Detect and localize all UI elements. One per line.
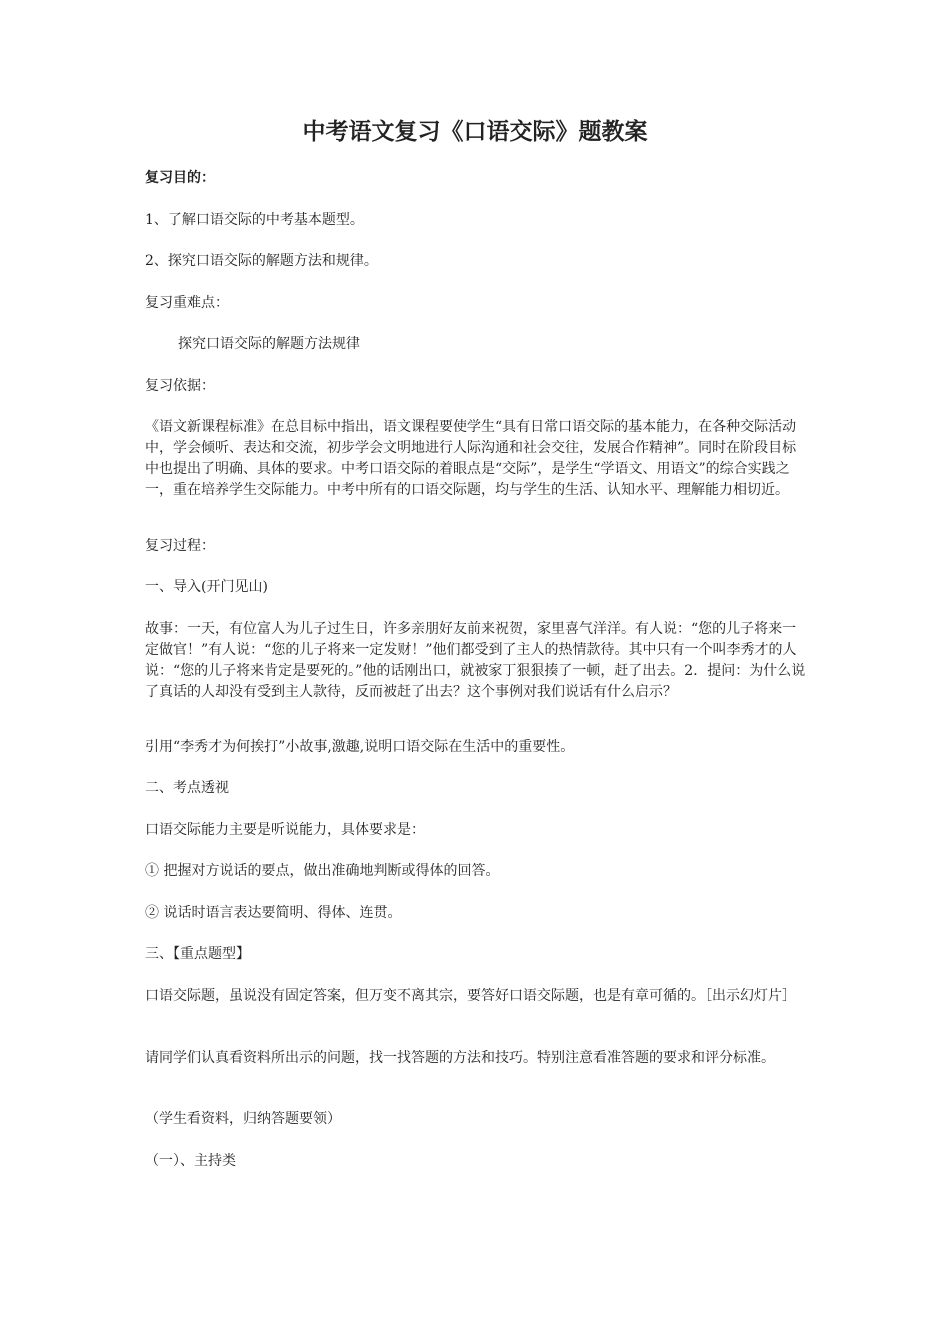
paragraph-basis: 《语文新课程标准》在总目标中指出，语文课程要使学生“具有日常口语交际的基本能力，在各种交际活动中，学会倾听、表达和交流，初步学会文明地进行人际沟通和社会交往，发展合作精神”。同时在阶段目标中也提出了明确、具体的要求。中考口语交际的着眼点是“交际”，是学生“学语文、用语文”的综合实践之一，重在培养学生交际能力。中考中所有的口语交际题，均与学生的生活、认知水平、理解能力相切近。 — [145, 419, 797, 498]
document-title: 中考语文复习《口语交际》题教案 — [302, 118, 648, 145]
section-heading-key-points: 复习重难点： — [145, 295, 229, 311]
section-heading-intro: 一、导入(开门见山) — [145, 579, 268, 595]
paragraph-instructions: 请同学们认真看资料所出示的问题，找一找答题的方法和技巧。特别注意看准答题的要求和评分标准。 — [145, 1050, 775, 1066]
paragraph-question-types: 口语交际题，虽说没有固定答案，但万变不离其宗，要答好口语交际题，也是有章可循的。［出示幻灯片］ — [145, 988, 796, 1004]
list-item-requirement-2: ② 说话时语言表达要简明、得体、连贯。 — [145, 905, 402, 921]
section-heading-question-types: 三、【重点题型】 — [145, 946, 250, 962]
paragraph-key-points: 探究口语交际的解题方法规律 — [178, 336, 360, 352]
list-item-requirement-1: ① 把握对方说话的要点，做出准确地判断或得体的回答。 — [145, 863, 500, 879]
paragraph-story: 故事：一天，有位富人为儿子过生日，许多亲朋好友前来祝贺，家里喜气洋洋。有人说：“您的儿子将来一定做官！”有人说：“您的儿子将来一定发财！”他们都受到了主人的热情款待。其中只有一个叫李秀才的人说：“您的儿子将来肯定是要死的。”他的话刚出口，就被家丁狠狠揍了一顿，赶了出去。2．提问：为什么说了真话的人却没有受到主人款待，反而被赶了出去？这个事例对我们说话有什么启示？ — [145, 621, 806, 700]
paragraph-ability-requirements: 口语交际能力主要是听说能力，具体要求是： — [145, 822, 425, 838]
section-heading-process: 复习过程： — [145, 538, 215, 554]
section-heading-basis: 复习依据： — [145, 378, 215, 394]
paragraph-story-usage: 引用“李秀才为何挨打”小故事,激趣,说明口语交际在生活中的重要性。 — [145, 739, 575, 755]
paragraph-objective-2: 2、探究口语交际的解题方法和规律。 — [145, 253, 378, 269]
paragraph-objective-1: 1、了解口语交际的中考基本题型。 — [145, 212, 364, 228]
paragraph-student-activity: （学生看资料，归纳答题要领） — [145, 1111, 341, 1127]
section-heading-objectives: 复习目的： — [145, 170, 215, 186]
section-heading-host-type: （一）、主持类 — [145, 1153, 236, 1169]
section-heading-exam-points: 二、考点透视 — [145, 780, 229, 796]
